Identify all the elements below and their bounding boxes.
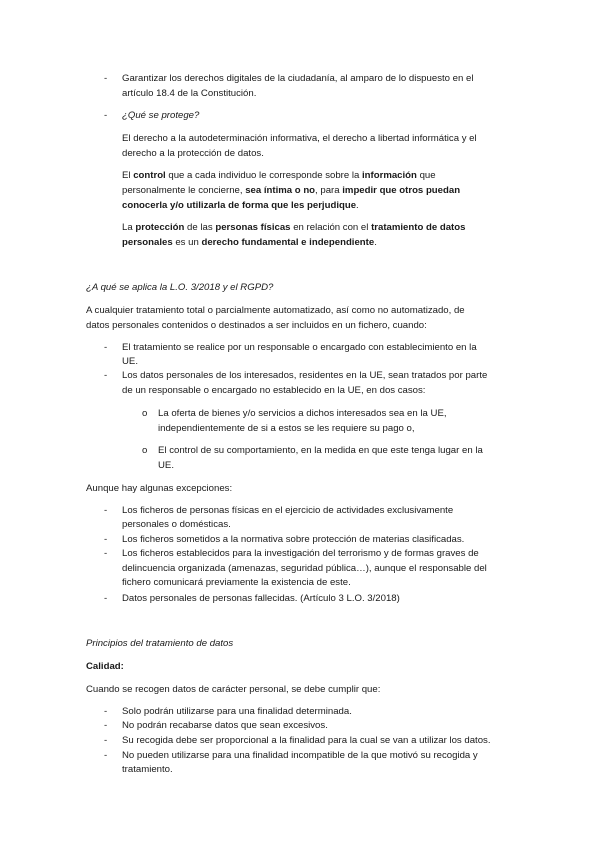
list-item-text: No pueden utilizarse para una finalidad incompatible de la que motivó su recogida y — [122, 750, 478, 761]
paragraph-line: personales es un derecho fundamental e independiente. — [122, 237, 377, 248]
paragraph-line: personalmente le concierne, sea íntima o no, para impedir que otros puedan — [122, 185, 461, 196]
list-item-text: Solo podrán utilizarse para una finalidad determinada. — [122, 706, 352, 717]
list-dash: - — [104, 706, 108, 717]
section-heading: ¿A qué se aplica la L.O. 3/2018 y el RGPD? — [86, 282, 274, 293]
list-item-text: delincuencia organizada (amenazas, seguridad pública…), aunque el responsable del — [122, 563, 487, 574]
section-heading: Principios del tratamiento de datos — [86, 638, 234, 649]
paragraph-line: Cuando se recogen datos de carácter personal, se debe cumplir que: — [86, 684, 381, 695]
question-heading: ¿Qué se protege? — [122, 110, 200, 121]
list-item-text: artículo 18.4 de la Constitución. — [122, 88, 257, 99]
list-item-text: Los ficheros sometidos a la normativa sobre protección de materias clasificadas. — [122, 534, 465, 545]
sub-bullet-circle: o — [142, 408, 148, 419]
sub-bullet-circle: o — [142, 445, 148, 456]
list-dash: - — [104, 505, 108, 516]
list-item-text: Datos personales de personas fallecidas. (Artículo 3 L.O. 3/2018) — [122, 593, 400, 604]
list-item-text: tratamiento. — [122, 764, 173, 775]
list-dash: - — [104, 735, 108, 746]
list-item-text: Los ficheros de personas físicas en el ejercicio de actividades exclusivamente — [122, 505, 454, 516]
list-item-text: Garantizar los derechos digitales de la ciudadanía, al amparo de lo dispuesto en el — [122, 73, 474, 84]
sub-item-text: UE. — [158, 460, 174, 471]
list-item-text: fichero comunicará previamente la existencia de este. — [122, 577, 351, 588]
list-item-text: UE. — [122, 356, 138, 367]
list-dash: - — [104, 73, 108, 84]
list-item-text: Los ficheros establecidos para la investigación del terrorismo y de formas graves de — [122, 548, 479, 559]
list-dash: - — [104, 370, 108, 381]
list-dash: - — [104, 342, 108, 353]
paragraph-line: La protección de las personas físicas en relación con el tratamiento de datos — [122, 222, 466, 233]
sub-item-text: El control de su comportamiento, en la medida en que este tenga lugar en la — [158, 445, 483, 456]
list-dash: - — [104, 110, 108, 121]
paragraph-line: datos personales contenidos o destinados a ser incluidos en un fichero, cuando: — [86, 320, 427, 331]
list-item-text: No podrán recabarse datos que sean excesivos. — [122, 720, 328, 731]
paragraph-line: conocerla y/o utilizarla de forma que les perjudique. — [122, 200, 359, 211]
sub-item-text: La oferta de bienes y/o servicios a dichos interesados sea en la UE, — [158, 408, 447, 419]
list-dash: - — [104, 548, 108, 559]
paragraph-line: El derecho a la autodeterminación informativa, el derecho a libertad informática y el — [122, 133, 477, 144]
list-dash: - — [104, 593, 108, 604]
list-item-text: de un responsable o encargado no establecido en la UE, en dos casos: — [122, 385, 426, 396]
paragraph-line: El control que a cada individuo le corresponde sobre la información que — [122, 170, 436, 181]
paragraph-line: Aunque hay algunas excepciones: — [86, 483, 233, 494]
list-dash: - — [104, 750, 108, 761]
paragraph-line: A cualquier tratamiento total o parcialmente automatizado, así como no automatizado, de — [86, 305, 465, 316]
list-item-text: El tratamiento se realice por un responsable o encargado con establecimiento en la — [122, 342, 477, 353]
list-item-text: Los datos personales de los interesados, residentes en la UE, sean tratados por parte — [122, 370, 488, 381]
sub-heading: Calidad: — [86, 661, 124, 672]
list-item-text: personales o domésticas. — [122, 519, 231, 530]
list-dash: - — [104, 534, 108, 545]
list-dash: - — [104, 720, 108, 731]
paragraph-line: derecho a la protección de datos. — [122, 148, 264, 159]
sub-item-text: independientemente de si a estos se les requiere su pago o, — [158, 423, 415, 434]
list-item-text: Su recogida debe ser proporcional a la finalidad para la cual se van a utilizar los datos. — [122, 735, 491, 746]
